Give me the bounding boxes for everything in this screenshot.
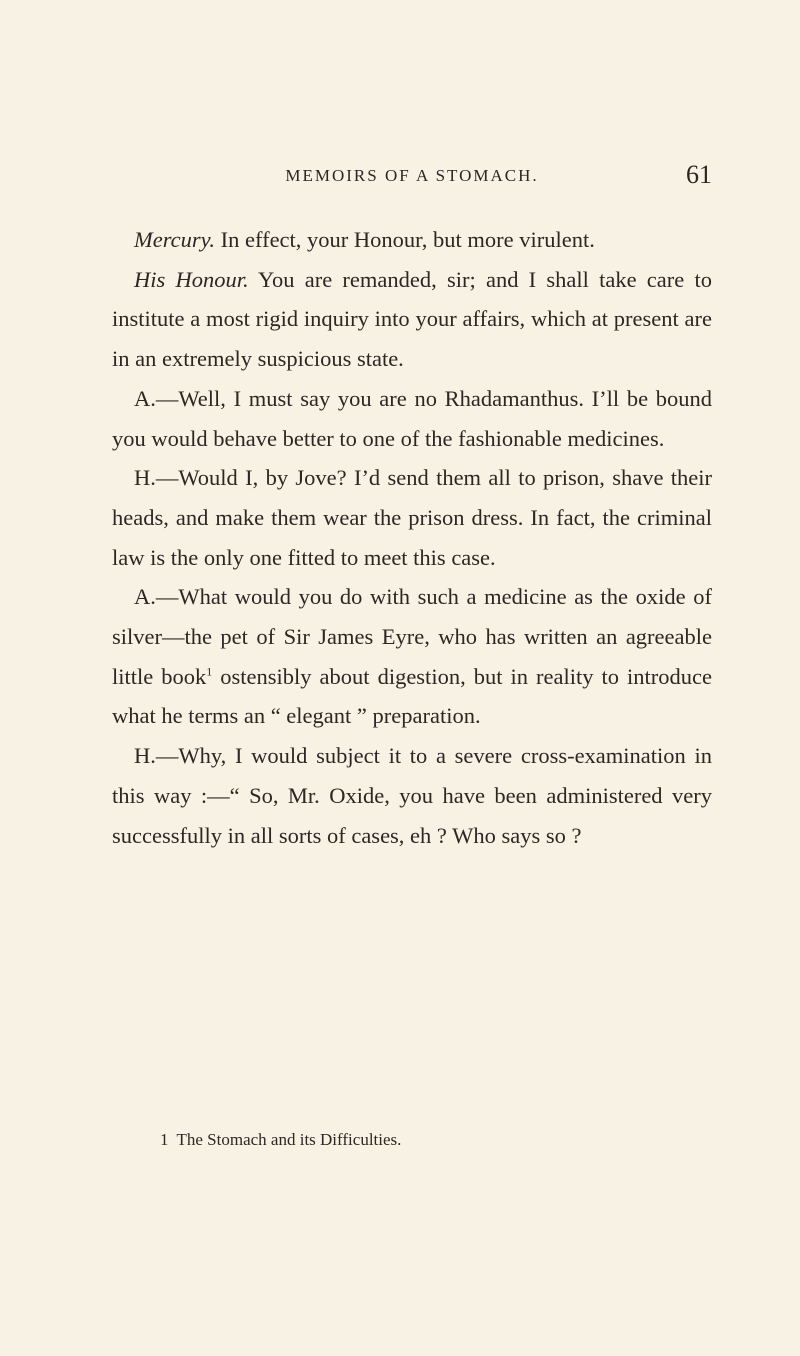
- paragraph-text: In effect, your Honour, but more virulent.: [215, 227, 595, 252]
- paragraph-text: H.—Why, I would subject it to a severe cross-examination in this way :—“ So, Mr. Oxide, you have been administered very successfully in all sorts of cases, eh ? Who says so ?: [112, 743, 712, 848]
- paragraph: [112, 577, 712, 736]
- footnote-mark: 1: [160, 1130, 169, 1149]
- paragraph: [112, 260, 712, 379]
- page-header: [112, 160, 712, 190]
- paragraph-text: A.—What would you do with such a medicine as the oxide of silver—the pet of Sir James Eyre, who has written an agreeable little book: [112, 584, 712, 689]
- paragraph: [112, 458, 712, 577]
- paragraph: [112, 379, 712, 458]
- speaker-name: Mercury.: [134, 227, 216, 252]
- paragraph-text: A.—Well, I must say you are no Rhadamanthus. I’ll be bound you would behave better to one of the fashionable medicines.: [112, 385, 712, 451]
- footnote-text: The Stomach and its Difficulties.: [176, 1130, 402, 1149]
- paragraph: [112, 220, 712, 260]
- running-head: MEMOIRS OF A STOMACH.: [285, 166, 539, 185]
- body-text: [112, 220, 712, 855]
- paragraph-text: ostensibly about digestion, but in reality to introduce what he terms an “ elegant ” preparation.: [112, 663, 712, 729]
- speaker-name: His Honour.: [134, 266, 249, 292]
- footnote: [160, 1130, 401, 1150]
- paragraph: [112, 736, 712, 855]
- footnote-reference: 1: [206, 664, 213, 679]
- page-number: 61: [686, 160, 712, 189]
- paragraph-text: H.—Would I, by Jove? I’d send them all to prison, shave their heads, and make them wear the prison dress. In fact, the criminal law is the only one fitted to meet this case.: [112, 465, 712, 570]
- paragraph-text: You are remanded, sir; and I shall take care to institute a most rigid inquiry into your affairs, which at present are in an extremely suspicious state.: [112, 266, 712, 372]
